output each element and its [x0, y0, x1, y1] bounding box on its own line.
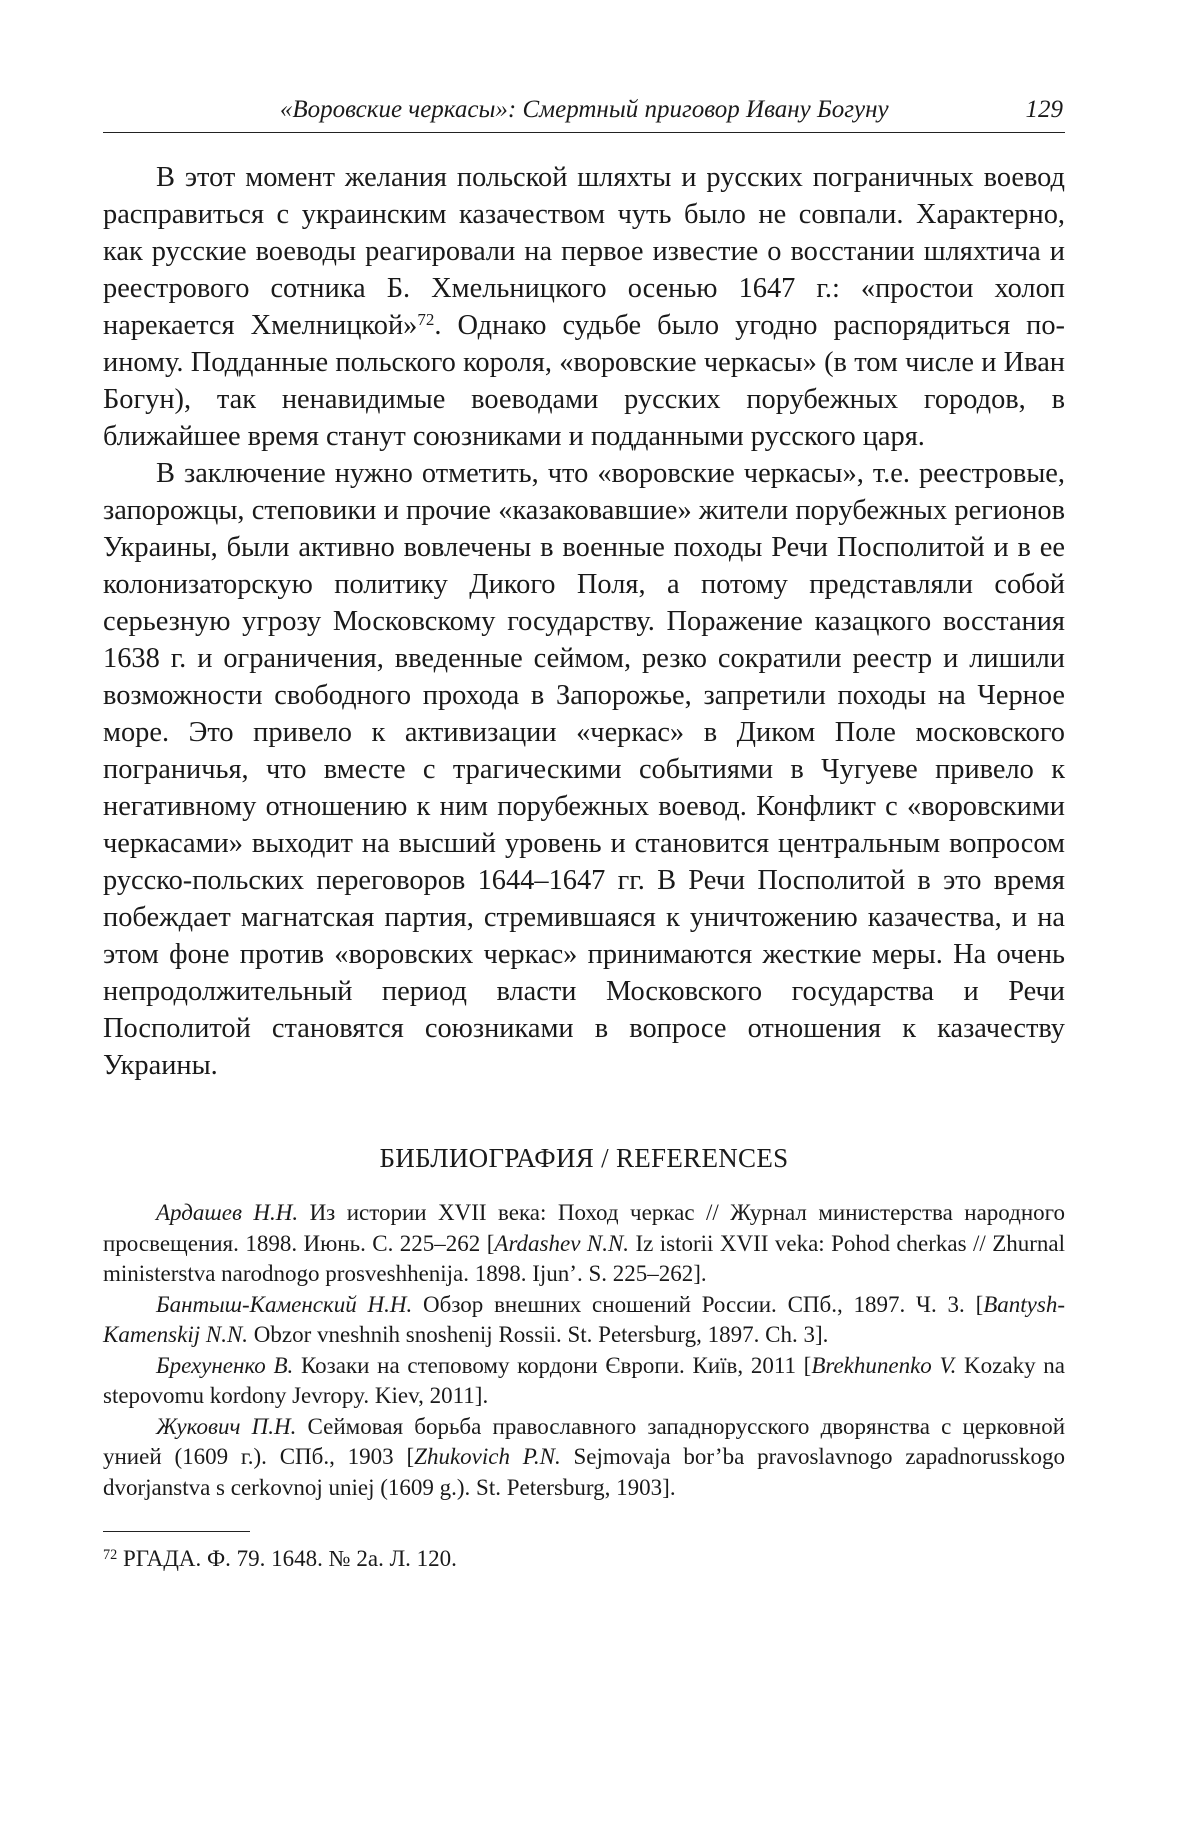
entry-text: Козаки на степовому кордони Європи. Київ, 2011 [: [293, 1353, 811, 1378]
page: [103, 96, 1065, 1574]
footnote: [103, 1544, 1065, 1574]
bibliography-entry: [103, 1198, 1065, 1290]
entry-translit-text: Sejmovaja bor’ba pravoslavnogo zapadnorusskogo dvorjanstva s cerkovnoj uniej (1609 g.). St. Petersburg, 1903].: [103, 1444, 1065, 1500]
footnote-reference[interactable]: 72: [417, 310, 434, 329]
entry-translit-author: Brekhunenko V.: [811, 1353, 956, 1378]
footnote-divider: [103, 1531, 250, 1532]
entry-text: Из истории XVII века: Поход черкас // Журнал министерства народного просвещения. 1898. Июнь. С. 225–262 [: [103, 1200, 1065, 1256]
bibliography-entry: [103, 1290, 1065, 1351]
entry-translit-author: Bantysh-Kamenskij N.N.: [103, 1292, 1065, 1348]
entry-translit-text: Obzor vneshnih snoshenij Rossii. St. Petersburg, 1897. Ch. 3].: [248, 1322, 828, 1347]
paragraph-1: [103, 159, 1065, 455]
entry-author: Бантыш-Каменский Н.Н.: [156, 1292, 412, 1317]
bibliography-entry: [103, 1351, 1065, 1412]
entry-translit-author: Zhukovich P.N.: [414, 1444, 561, 1469]
entry-translit-author: Ardashev N.N.: [494, 1231, 629, 1256]
bibliography-heading: БИБЛИОГРАФИЯ / REFERENCES: [103, 1143, 1065, 1174]
bibliography-entry: [103, 1412, 1065, 1504]
running-head-title: «Воровские черкасы»: Смертный приговор Ивану Богуну: [103, 96, 1026, 124]
paragraph-2: В заключение нужно отметить, что «воровские черкасы», т.е. реестровые, запорожцы, степовики и прочие «казаковавшие» жители порубежных регионов Украины, были активно вовлечены в военные походы Речи Посполитой и в ее колонизаторскую политику Дикого Поля, а потому представляли собой серьезную угрозу Московскому государству. Поражение казацкого восстания 1638 г. и ограничения, введенные сеймом, резко сократили реестр и лишили возможности свободного прохода в Запорожье, запретили походы на Черное море. Это привело к активизации «черкас» в Диком Поле московского пограничья, что вместе с трагическими событиями в Чугуеве привело к негативному отношению к ним порубежных воевод. Конфликт с «воровскими черкасами» выходит на высший уровень и становится центральным вопросом русско-польских переговоров 1644–1647 гг. В Речи Посполитой в это время побеждает магнатская партия, стремившаяся к уничтожению казачества, и на этом фоне против «воровских черкас» принимаются жесткие меры. На очень непродолжительный период власти Московского государства и Речи Посполитой становятся союзниками в вопросе отношения к казачеству Украины.: [103, 455, 1065, 1084]
paragraph-1-text: В этот момент желания польской шляхты и русских пограничных воевод расправиться с украинским казачеством чуть было не совпали. Характерно, как русские воеводы реагировали на первое известие о восстании шляхтича и реестрового сотника Б. Хмельницкого осенью 1647 г.: «простои холоп нарекается Хмелницкой»: [103, 162, 1065, 341]
paragraph-1-continuation: . Однако судьбе было угодно распорядиться по-иному. Подданные польского короля, «воровские черкасы» (в том числе и Иван Богун), так ненавидимые воеводами русских порубежных городов, в ближайшее время станут союзниками и подданными русского царя.: [103, 310, 1065, 452]
running-head: [103, 96, 1065, 133]
page-number: 129: [1026, 96, 1064, 124]
entry-text: Обзор внешних сношений России. СПб., 1897. Ч. 3. [: [412, 1292, 983, 1317]
entry-translit-text: Kozaky na stepovomu kordony Jevropy. Kiev, 2011].: [103, 1353, 1065, 1409]
entry-text: Сеймовая борьба православного западнорусского дворянства с церковной унией (1609 г.). СПб., 1903 [: [103, 1414, 1065, 1470]
body-text: [103, 159, 1065, 1084]
entry-author: Жукович П.Н.: [156, 1414, 296, 1439]
footnote-number: 72: [103, 1547, 117, 1563]
bibliography-list: [103, 1198, 1065, 1503]
entry-translit-text: Iz istorii XVII veka: Pohod cherkas // Zhurnal ministerstva narodnogo prosveshhenija. 1898. Ijun’. S. 225–262].: [103, 1231, 1065, 1287]
footnote-text: РГАДА. Ф. 79. 1648. № 2а. Л. 120.: [117, 1546, 457, 1571]
entry-author: Ардашев Н.Н.: [156, 1200, 298, 1225]
entry-author: Брехуненко В.: [156, 1353, 293, 1378]
